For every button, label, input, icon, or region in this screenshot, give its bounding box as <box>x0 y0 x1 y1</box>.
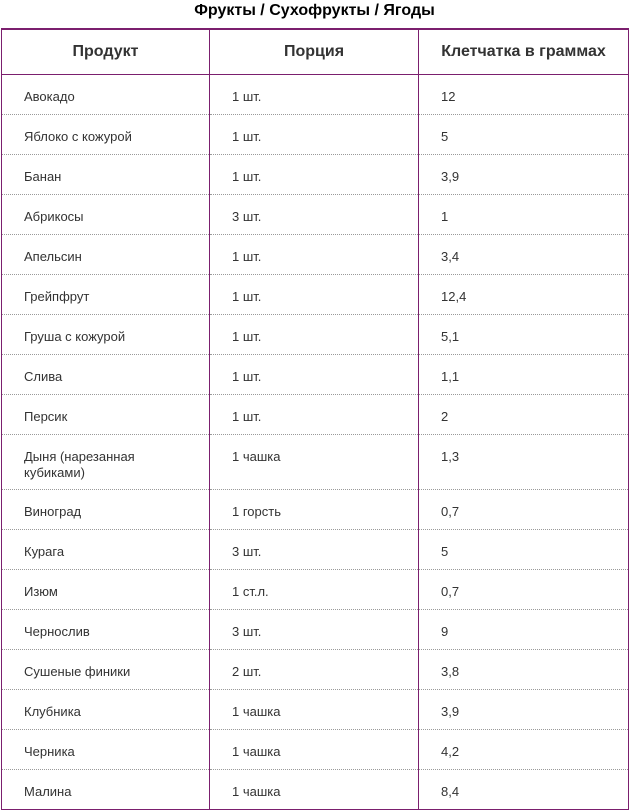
portion-cell: 1 ст.л. <box>210 570 419 610</box>
portion-cell: 3 шт. <box>210 530 419 570</box>
table-row <box>2 355 629 395</box>
fiber-cell: 12 <box>419 75 629 115</box>
table-row <box>2 610 629 650</box>
fiber-cell: 5 <box>419 115 629 155</box>
table-row <box>2 75 629 115</box>
table-row <box>2 770 629 810</box>
column-header-fiber: Клетчатка в граммах <box>419 29 629 75</box>
fiber-cell: 3,9 <box>419 155 629 195</box>
product-cell: Малина <box>2 770 210 810</box>
product-cell: Курага <box>2 530 210 570</box>
portion-cell: 1 шт. <box>210 315 419 355</box>
portion-cell: 1 шт. <box>210 395 419 435</box>
fiber-cell: 5,1 <box>419 315 629 355</box>
portion-cell: 1 шт. <box>210 355 419 395</box>
product-cell: Груша с кожурой <box>2 315 210 355</box>
portion-cell: 1 чашка <box>210 730 419 770</box>
fiber-cell: 1,1 <box>419 355 629 395</box>
product-cell: Апельсин <box>2 235 210 275</box>
table-row <box>2 235 629 275</box>
product-cell: Чернослив <box>2 610 210 650</box>
table-row <box>2 395 629 435</box>
table-row <box>2 570 629 610</box>
product-cell: Банан <box>2 155 210 195</box>
product-cell: Черника <box>2 730 210 770</box>
portion-cell: 1 шт. <box>210 75 419 115</box>
fiber-table <box>1 28 629 810</box>
product-cell: Яблоко с кожурой <box>2 115 210 155</box>
table-row <box>2 315 629 355</box>
fiber-cell: 8,4 <box>419 770 629 810</box>
fiber-cell: 3,8 <box>419 650 629 690</box>
fiber-cell: 4,2 <box>419 730 629 770</box>
table-row <box>2 650 629 690</box>
fiber-cell: 9 <box>419 610 629 650</box>
product-cell: Клубника <box>2 690 210 730</box>
fiber-cell: 3,9 <box>419 690 629 730</box>
fiber-cell: 0,7 <box>419 570 629 610</box>
portion-cell: 1 чашка <box>210 435 419 490</box>
table-row <box>2 690 629 730</box>
portion-cell: 1 шт. <box>210 155 419 195</box>
product-cell: Слива <box>2 355 210 395</box>
fiber-cell: 3,4 <box>419 235 629 275</box>
product-cell: Грейпфрут <box>2 275 210 315</box>
fiber-table-container <box>1 28 628 810</box>
portion-cell: 1 горсть <box>210 490 419 530</box>
table-row <box>2 490 629 530</box>
product-cell: Абрикосы <box>2 195 210 235</box>
product-cell: Авокадо <box>2 75 210 115</box>
header-row <box>2 29 629 75</box>
table-row <box>2 115 629 155</box>
table-row <box>2 155 629 195</box>
table-title: Фрукты / Сухофрукты / Ягоды <box>194 2 435 19</box>
table-row <box>2 195 629 235</box>
column-header-portion: Порция <box>210 29 419 75</box>
product-cell: Сушеные финики <box>2 650 210 690</box>
portion-cell: 3 шт. <box>210 610 419 650</box>
portion-cell: 3 шт. <box>210 195 419 235</box>
fiber-cell: 1 <box>419 195 629 235</box>
product-cell: Виноград <box>2 490 210 530</box>
portion-cell: 1 чашка <box>210 690 419 730</box>
fiber-cell: 2 <box>419 395 629 435</box>
fiber-cell: 12,4 <box>419 275 629 315</box>
portion-cell: 1 шт. <box>210 115 419 155</box>
product-cell: Персик <box>2 395 210 435</box>
table-row <box>2 530 629 570</box>
table-row <box>2 275 629 315</box>
column-header-product: Продукт <box>2 29 210 75</box>
table-row <box>2 435 629 490</box>
fiber-cell: 0,7 <box>419 490 629 530</box>
fiber-cell: 1,3 <box>419 435 629 490</box>
product-cell: Изюм <box>2 570 210 610</box>
portion-cell: 1 шт. <box>210 235 419 275</box>
fiber-cell: 5 <box>419 530 629 570</box>
product-cell: Дыня (нарезанная кубиками) <box>2 435 210 490</box>
portion-cell: 1 чашка <box>210 770 419 810</box>
portion-cell: 1 шт. <box>210 275 419 315</box>
table-row <box>2 730 629 770</box>
portion-cell: 2 шт. <box>210 650 419 690</box>
